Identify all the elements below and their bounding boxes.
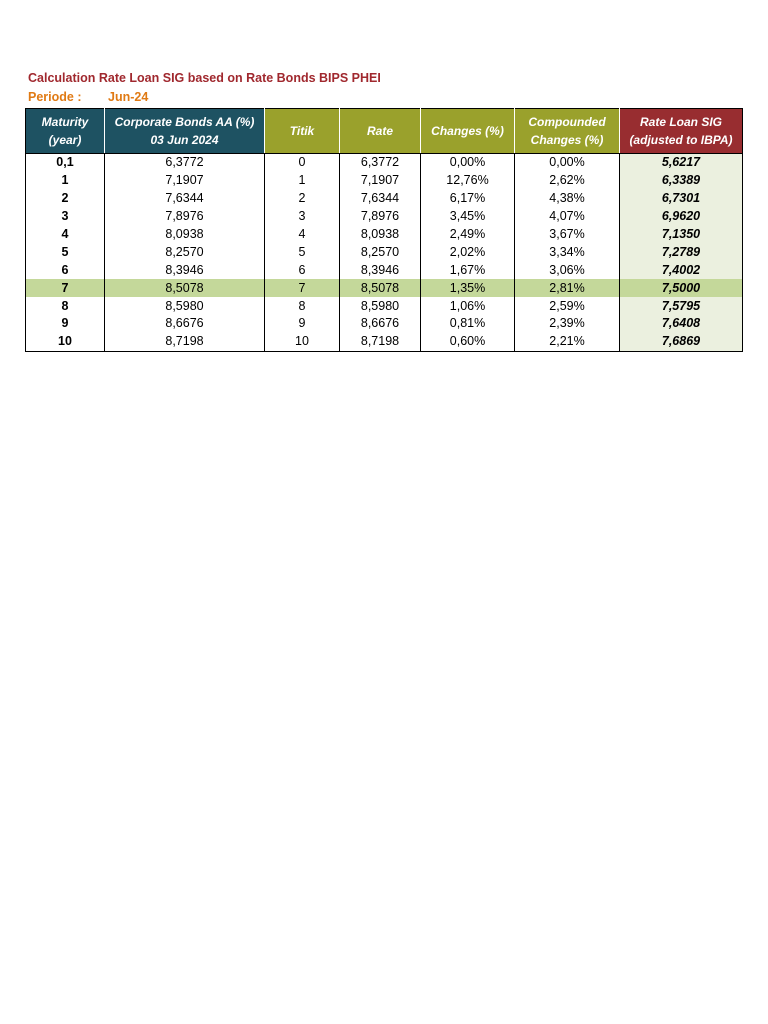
maturity-cell: 7 <box>26 279 105 297</box>
maturity-cell: 10 <box>58 334 72 349</box>
changes-cell: 0,00% <box>421 154 515 172</box>
maturity-cell: 1 <box>61 173 69 188</box>
rate-cell: 8,5078 <box>340 279 421 297</box>
maturity-cell: 3 <box>61 209 69 224</box>
changes-cell: 12,76% <box>421 172 515 190</box>
rate-cell: 7,1907 <box>340 172 421 190</box>
header-line: (adjusted to IBPA) <box>629 133 733 147</box>
titik-cell: 10 <box>265 333 340 351</box>
corporate-bonds-cell: 8,3946 <box>105 261 265 279</box>
rate-cell: 8,6676 <box>340 315 421 333</box>
rate-loan-sig-cell: 7,1350 <box>620 226 743 244</box>
changes-cell: 1,67% <box>421 261 515 279</box>
compounded-changes-cell: 2,21% <box>515 333 620 351</box>
compounded-changes-cell: 4,38% <box>515 190 620 208</box>
header-line: Maturity <box>41 115 89 129</box>
header-line: Rate <box>366 124 393 138</box>
rate-table-body <box>26 154 743 352</box>
header-rate <box>340 109 421 154</box>
header-line: Titik <box>289 124 315 138</box>
maturity-cell: 5 <box>61 244 69 259</box>
table-row <box>26 154 743 172</box>
rate-cell: 8,5980 <box>340 297 421 315</box>
compounded-changes-cell: 3,06% <box>515 261 620 279</box>
changes-cell: 1,06% <box>421 297 515 315</box>
table-row <box>26 172 743 190</box>
header-line: Rate Loan SIG <box>639 115 722 129</box>
rate-loan-sig-cell: 6,3389 <box>620 172 743 190</box>
compounded-changes-cell: 2,62% <box>515 172 620 190</box>
maturity-cell: 6 <box>61 262 69 277</box>
titik-cell: 3 <box>265 208 340 226</box>
corporate-bonds-cell: 8,5078 <box>105 279 265 297</box>
compounded-changes-cell: 3,34% <box>515 243 620 261</box>
compounded-changes-cell: 3,67% <box>515 226 620 244</box>
header-line: Changes (%) <box>530 133 604 147</box>
titik-cell: 6 <box>265 261 340 279</box>
titik-cell: 0 <box>265 154 340 172</box>
rate-cell: 7,6344 <box>340 190 421 208</box>
maturity-cell: 0,1 <box>56 155 74 170</box>
maturity-cell: 8 <box>61 298 69 313</box>
corporate-bonds-cell: 8,7198 <box>105 333 265 351</box>
rate-loan-sig-cell: 7,6408 <box>620 315 743 333</box>
corporate-bonds-cell: 8,0938 <box>105 226 265 244</box>
rate-loan-sig-cell: 7,5795 <box>620 297 743 315</box>
table-row <box>26 333 743 351</box>
rate-loan-sig-cell: 6,9620 <box>620 208 743 226</box>
corporate-bonds-cell: 8,5980 <box>105 297 265 315</box>
rate-loan-sig-cell: 7,2789 <box>620 243 743 261</box>
header-maturity <box>26 109 105 154</box>
header-line: Compounded <box>528 115 606 129</box>
rate-cell: 8,7198 <box>340 333 421 351</box>
table-row <box>26 208 743 226</box>
rate-cell: 8,2570 <box>340 243 421 261</box>
changes-cell: 1,35% <box>421 279 515 297</box>
titik-cell: 8 <box>265 297 340 315</box>
compounded-changes-cell: 4,07% <box>515 208 620 226</box>
changes-cell: 0,60% <box>421 333 515 351</box>
header-line: 03 Jun 2024 <box>150 133 219 147</box>
table-row <box>26 315 743 333</box>
period-line <box>28 90 149 104</box>
rate-cell: 8,3946 <box>340 261 421 279</box>
rate-cell: 7,8976 <box>340 208 421 226</box>
maturity-cell: 2 <box>61 191 69 206</box>
table-row <box>26 243 743 261</box>
header-compounded-changes <box>515 109 620 154</box>
rate-loan-sig-cell: 7,5000 <box>620 279 743 297</box>
titik-cell: 5 <box>265 243 340 261</box>
changes-cell: 6,17% <box>421 190 515 208</box>
corporate-bonds-cell: 7,8976 <box>105 208 265 226</box>
titik-cell: 4 <box>265 226 340 244</box>
table-row <box>26 190 743 208</box>
changes-cell: 0,81% <box>421 315 515 333</box>
header-line: Changes (%) <box>431 124 504 138</box>
corporate-bonds-cell: 7,6344 <box>105 190 265 208</box>
header-line: (year) <box>48 133 82 147</box>
titik-cell: 1 <box>265 172 340 190</box>
header-titik <box>265 109 340 154</box>
rate-cell: 8,0938 <box>340 226 421 244</box>
maturity-cell: 9 <box>61 316 69 331</box>
corporate-bonds-cell: 8,6676 <box>105 315 265 333</box>
titik-cell: 7 <box>265 279 340 297</box>
corporate-bonds-cell: 7,1907 <box>105 172 265 190</box>
period-value: Jun-24 <box>108 90 149 104</box>
header-row <box>26 109 743 154</box>
rate-table <box>25 108 743 352</box>
rate-loan-sig-cell: 6,7301 <box>620 190 743 208</box>
corporate-bonds-cell: 8,2570 <box>105 243 265 261</box>
rate-cell: 6,3772 <box>340 154 421 172</box>
compounded-changes-cell: 0,00% <box>515 154 620 172</box>
compounded-changes-cell: 2,81% <box>515 279 620 297</box>
changes-cell: 2,02% <box>421 243 515 261</box>
corporate-bonds-cell: 6,3772 <box>105 154 265 172</box>
period-label: Periode : <box>28 90 82 104</box>
maturity-cell: 4 <box>61 227 69 241</box>
changes-cell: 2,49% <box>421 226 515 244</box>
table-row <box>26 261 743 279</box>
header-changes <box>421 109 515 154</box>
table-row <box>26 279 743 297</box>
changes-cell: 3,45% <box>421 208 515 226</box>
sheet-title: Calculation Rate Loan SIG based on Rate Bonds BIPS PHEI <box>28 71 381 85</box>
rate-loan-sig-cell: 7,4002 <box>620 261 743 279</box>
compounded-changes-cell: 2,39% <box>515 315 620 333</box>
table-row <box>26 226 743 244</box>
titik-cell: 2 <box>265 190 340 208</box>
titik-cell: 9 <box>265 315 340 333</box>
header-line: Corporate Bonds AA (%) <box>114 115 255 129</box>
header-corporate-bonds <box>105 109 265 154</box>
rate-loan-sig-cell: 7,6869 <box>620 333 743 351</box>
compounded-changes-cell: 2,59% <box>515 297 620 315</box>
header-rate-loan-sig <box>620 109 743 154</box>
table-row <box>26 297 743 315</box>
rate-loan-sig-cell: 5,6217 <box>620 154 743 172</box>
